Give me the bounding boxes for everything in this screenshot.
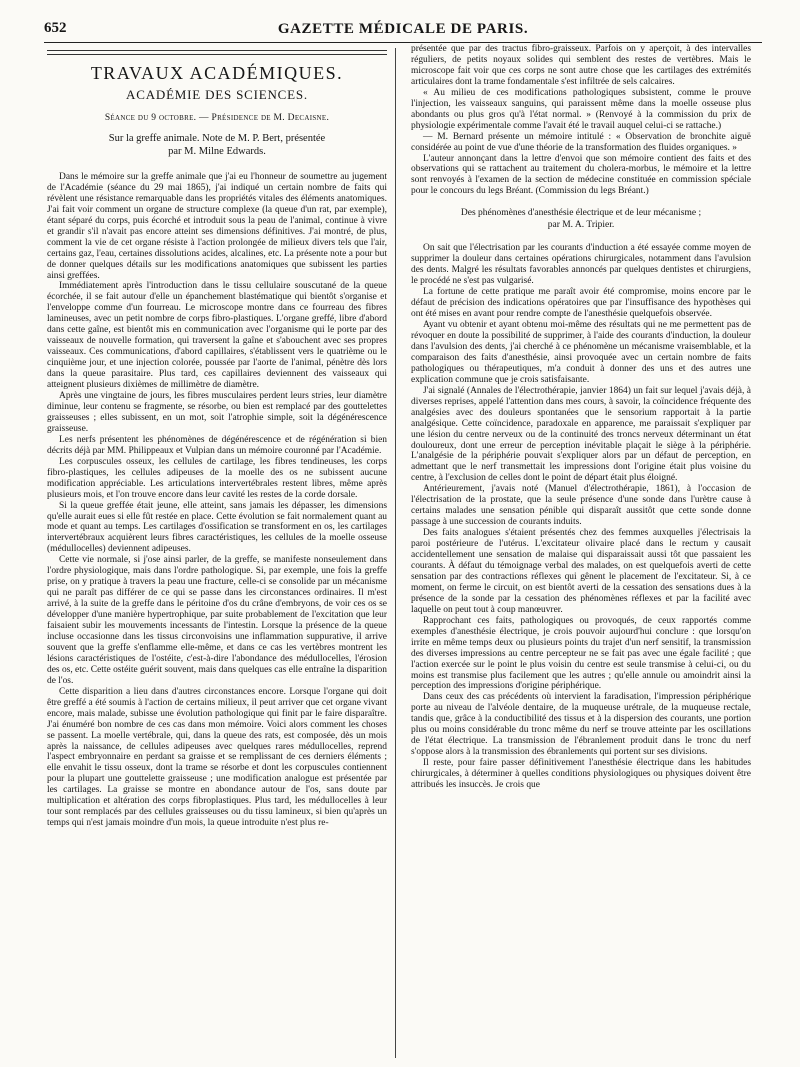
paragraph: « Au milieu de ces modifications pathologiques subsistent, comme le prouve l'injection, les vaisseaux sanguins, qui paraissent même dans la moelle osseuse plus abondants ou plus gros qu'à l'état normal. » (Renvoyé à la commission du prix de physiologie expérimentale comme l'avait été le travail auquel celui-ci se rattache.): [411, 87, 751, 131]
paragraph: Les corpuscules osseux, les cellules de cartilage, les fibres tendineuses, les corps fibro-plastiques, les cellules adipeuses de la moelle des os ne subissent aucune modification appréciable. Les articulations intervertébrales restent libres, même après plusieurs mois, et l'on trouve encore dans leur cavité les restes de la corde dorsale.: [47, 456, 387, 500]
paragraph: J'ai signalé (Annales de l'électrothérapie, janvier 1864) un fait sur lequel j'avais déjà, à diverses reprises, appelé l'attention dans mes cours, à savoir, la coïncidence fréquente des analgésies avec des douleurs spontanées que le sensorium rapportait à la partie analgésique. Cette coïncidence, paradoxale en apparence, me paraissait s'expliquer par une lésion du centre nerveux ou de la continuité des troncs nerveux déterminant un état douloureux, dont une erreur de perception inévitable plaçait le siège à la périphérie. L'analgésie de la périphérie pouvait s'expliquer alors par un défaut de perception, en admettant que le nerf transmettait les impressions dont l'origine était plus voisine du centre, à l'exclusion de celles dont le point de départ était plus éloigné.: [411, 385, 751, 484]
paragraph: L'auteur annonçant dans la lettre d'envoi que son mémoire contient des faits et des observations qui se rattachent au traitement du cholera-morbus, le mémoire et la lettre sont renvoyés à l'examen de la section de médecine constituée en commission spéciale pour le concours du legs Bréant. (Commission du legs Bréant.): [411, 153, 751, 197]
paragraph: Antérieurement, j'avais noté (Manuel d'électrothérapie, 1861), à l'occasion de l'électrisation de la prostate, que la seule présence d'une sonde dans l'urètre cause à certains malades une sensation pénible qui disparaît aussitôt que cette sonde donne passage à une succession de courants induits.: [411, 484, 751, 528]
paragraph: Ayant vu obtenir et ayant obtenu moi-même des résultats qui ne me permettent pas de révoquer en doute la possibilité de supprimer, à l'aide des courants d'induction, la douleur dans l'avulsion des dents, j'ai cherché à ce phénomène un mécanisme vraisemblable, et la comparaison des faits d'anesthésie, ainsi provoquée avec un certain nombre de faits pathologiques ou thérapeutiques, m'a conduit à donner des uns et des autres une explication commune que je crois satisfaisante.: [411, 320, 751, 385]
paragraph: Les nerfs présentent les phénomènes de dégénérescence et de régénération si bien décrits déjà par MM. Philippeaux et Vulpian dans un mémoire couronné par l'Académie.: [47, 434, 387, 456]
right-column: [411, 44, 751, 791]
article-title: [47, 132, 387, 158]
paragraph: Des faits analogues s'étaient présentés chez des femmes auxquelles j'électrisais la paroi postérieure de l'utérus. L'excitateur olivaire placé dans le rectum y causait accidentellement une sensation de malaise qui disparaissait aussi tôt que passaient les courants. À défaut du témoignage verbal des malades, on est quelquefois averti de cette sensation par des contractions réflexes qui gênent le placement de l'excitateur. Si, à ce moment, on ferme le circuit, on est bientôt averti de la cessation des sensations dues à la présence de la sonde par la cessation des phénomènes réflexes et par la facilité avec laquelle on peut tout à coup manœuvrer.: [411, 528, 751, 615]
journal-title: GAZETTE MÉDICALE DE PARIS.: [277, 21, 529, 37]
left-column: [47, 46, 387, 829]
paragraph: présentée que par des tractus fibro-graisseux. Parfois on y aperçoit, à des intervalles réguliers, de petits noyaux solides qui semblent des restes de vertèbres. Mais le microscope fait voir que ces corps ne sont autre chose que les cartilages des extrémités articulaires dont la trame fondamentale s'est infiltrée de sels calcaires.: [411, 44, 751, 87]
paragraph: — M. Bernard présente un mémoire intitulé : « Observation de bronchite aiguë considérée au point de vue d'une théorie de la transformation des fluides organiques. »: [411, 131, 751, 153]
section-rule: [47, 50, 387, 55]
paragraph: Immédiatement après l'introduction dans le tissu cellulaire souscutané de la queue écorchée, il se fait autour d'elle un épanchement blastématique qui bientôt s'organise et l'enveloppe comme d'un fourreau. Le microscope montre dans ce fourreau des fibres lamineuses, avec un petit nombre de corps fibro-plastiques. L'organe greffé, libre d'abord dans cette gaîne, est bientôt mis en communication avec l'organisme qui le porte par des vaisseaux de nouvelle formation, qui traversent la gaîne et s'abouchent avec ses propres vaisseaux. Ces communications, d'abord capillaires, s'établissent vers le quatrième ou le cinquième jour, et une injection colorée, poussée par l'aorte de l'animal, pénètre dès lors dans la queue parasitaire. Plus tard, ces capillaires deviennent des vaisseaux qui atteignent plusieurs dixièmes de millimètre de diamètre.: [47, 281, 387, 391]
memoir-title-line-1: Des phénomènes d'anesthésie électrique et de leur mécanisme ;: [460, 208, 702, 219]
paragraph: On sait que l'électrisation par les courants d'induction a été essayée comme moyen de supprimer la douleur dans certaines opérations chirurgicales, notamment dans l'avulsion des dents. Malgré les résultats favorables annoncés par quelques dentistes et chirurgiens, le procédé ne s'est pas vulgarisé.: [411, 243, 751, 287]
paragraph: Après une vingtaine de jours, les fibres musculaires perdent leurs stries, leur diamètre diminue, leur contenu se fragmente, se résorbe, ou bien est remplacé par des gouttelettes graisseuses ; elles subissent, en un mot, soit l'atrophie simple, soit la dégénérescence graisseuse.: [47, 391, 387, 434]
paragraph: Si la queue greffée était jeune, elle atteint, sans jamais les dépasser, les dimensions qu'elle aurait eues si elle fût restée en place. Cette évolution se fait normalement quant au mode et quant au temps. Les cartilages d'ossification se transforment en os, les cartilages intervertébraux acquièrent leurs fibres caractéristiques, les cellules de la moelle osseuse (médullocelles) deviennent adipeuses.: [47, 500, 387, 555]
page-header: [44, 20, 762, 43]
paragraph: Cette vie normale, si j'ose ainsi parler, de la greffe, se manifeste nonseulement dans l'ordre physiologique, mais dans l'ordre pathologique. Si, par exemple, une fois la greffe prise, on y pratique à travers la peau une fracture, celle-ci se consolide par un mécanisme qui ne paraît pas différer de ce qui se passe dans les circonstances ordinaires. Il m'est arrivé, à la suite de la greffe dans le péritoine d'os du crâne d'embryons, de voir ces os se développer d'une manière hypertrophique, par suite probablement de l'excitation que leur faisaient subir les mouvements incessants de l'intestin. Lorsque la présence de la queue incluse occasionne dans les tissus circonvoisins une inflammation suppurative, il arrive souvent que la greffe s'enflamme elle-même, et dans ce cas les vertèbres montrent les lésions caractéristiques de l'ostéite, c'est-à-dire l'abondance des médullocelles, l'érosion des os, etc. Cette ostéite guérit souvent, mais dans quelques cas elle entraîne la disparition de l'os.: [47, 555, 387, 686]
article-title-line-2: par M. Milne Edwards.: [168, 145, 266, 157]
memoir-title: [411, 207, 751, 231]
paragraph: Il reste, pour faire passer définitivement l'anesthésie électrique dans les habitudes chirurgicales, à déterminer à quelles conditions physiologiques ou physiques doivent être attribués les insuccès. Je crois que: [411, 758, 751, 791]
page-number: 652: [44, 20, 67, 36]
paragraph: Dans ceux des cas précédents où intervient la faradisation, l'impression périphérique porte au niveau de l'alvéole dentaire, de la muqueuse urétrale, de la muqueuse rectale, tandis que, grâce à la conductibilité des tissus et à la dispersion des courants, une portion plus ou moins considérable du tronc même du nerf se trouve atteinte par les oscillations de l'état électrique. La transmission de l'ébranlement produit dans le tronc du nerf s'oppose alors à la transmission des ébranlements qui portent sur ses divisions.: [411, 692, 751, 758]
paragraph: Cette disparition a lieu dans d'autres circonstances encore. Lorsque l'organe qui doit être greffé a été soumis à l'action de certains milieux, il peut arriver que cet organe vivant encore, mais malade, subisse une évolution pathologique qui finit par le faire disparaître. J'ai énuméré bon nombre de ces cas dans mon mémoire. Voici alors comment les choses se passent. La moelle vertébrale, qui, dans la queue des rats, est composée, dès un mois après la naissance, de cellules adipeuses avec quelques rares médullocelles, reprend l'aspect embryonnaire en perdant sa graisse et se remplissant de ces derniers éléments ; elle envahit le tissu osseux, dont la trame se résorbe et dont les corpuscules contiennent pour la plupart une gouttelette graisseuse ; une modification analogue est présentée par les cartilages. La graisse se montre en abondance autour de l'os, sans doute par multiplication et altération des corps fibroplastiques. Plus tard, les médullocelles à leur tour sont remplacés par des cellules graisseuses ou du tissu lamineux, si bien qu'après un temps qui n'est jamais moindre d'un mois, la queue introduite n'est plus re-: [47, 686, 387, 829]
paragraph: Rapprochant ces faits, pathologiques ou provoqués, de ceux rapportés comme exemples d'anesthésie électrique, je crois pouvoir aujourd'hui conclure : que lorsqu'on irrite en même temps deux ou plusieurs points du trajet d'un nerf sensitif, la transmission des diverses impressions au centre percepteur ne se fait pas avec une égale facilité ; que l'action exercée sur le point le plus voisin du centre est seule transmise à celui-ci, ou du moins est transmise plus facilement que les autres ; qu'elle annule ou amoindrit ainsi la perception des impressions d'origine périphérique.: [411, 615, 751, 692]
section-rubric: TRAVAUX ACADÉMIQUES.: [90, 63, 344, 83]
paragraph: La fortune de cette pratique me paraît avoir été compromise, moins encore par le défaut de précision des indications opératoires que par l'insuffisance des hypothèses qui ont été mises en avant pour rendre compte de l'anesthésie quelquefois observée.: [411, 287, 751, 320]
memoir-title-line-2: par M. A. Tripier.: [547, 220, 615, 231]
article-title-line-1: Sur la greffe animale. Note de M. P. Bert, présentée: [108, 132, 326, 144]
session-line: Séance du 9 octobre. — Présidence de M. Decaisne.: [104, 113, 330, 123]
section-subrubric: ACADÉMIE DES SCIENCES.: [126, 87, 308, 102]
paragraph: Dans le mémoire sur la greffe animale que j'ai eu l'honneur de soumettre au jugement de l'Académie (séance du 29 mai 1865), j'ai indiqué un certain nombre de faits qui révèlent une résistance remarquable dans les propriétés vitales des éléments anatomiques. J'ai fait voir comment un organe de structure complexe (la queue d'un rat, par exemple), étant séparé du corps, puis écorché et introduit sous la peau de l'animal, continue à vivre et grandir s'il n'avait pas encore atteint ses dimensions définitives. J'ai montré, de plus, comment la vie de cet organe résiste à l'action prolongée de milieux divers tels que l'air, certains gaz, l'eau, certaines dissolutions acides, alcalines, etc. La présente note a pour but de donner quelques détails sur les modifications anatomiques que subissent les parties ainsi greffées.: [47, 171, 387, 281]
column-divider: [395, 48, 396, 1058]
